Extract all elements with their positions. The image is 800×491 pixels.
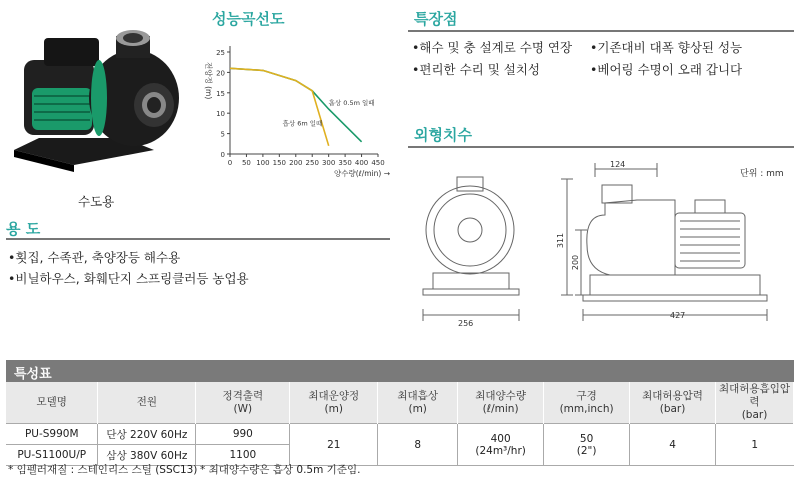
performance-chart [196,36,392,182]
feature-item-4: •베어링 수명이 오래 갑니다 [590,62,743,77]
x-tick-label: 150 [272,159,287,167]
x-tick-label: 0 [227,159,233,167]
series-line-2 [230,68,329,146]
chart-title: 성능곡선도 [212,10,285,28]
col-bore: 구경 (mm,inch) [544,382,630,424]
y-tick-label: 15 [216,89,225,98]
curve-label-1: 흡상 0.5m 일때 [328,99,375,108]
dim-200: 200 [571,254,581,271]
dimensions-title: 외형치수 [414,126,472,144]
dim-124: 124 [610,160,626,169]
col-output: 정격출력 (W) [196,382,290,424]
suction-cell: 8 [378,424,458,466]
usage-title: 용 도 [6,220,41,238]
model-cell: PU-S990M [6,424,98,445]
col-head: 최대운양정 (m) [290,382,378,424]
y-tick-label: 0 [220,151,225,159]
x-tick-label: 100 [256,159,270,167]
dimensions-unit: 단위 : mm [740,169,784,179]
head-cell: 21 [290,424,378,466]
spec-title: 특성표 [14,367,52,382]
dim-256: 256 [458,319,474,328]
features-divider [408,30,794,32]
output-cell: 1100 [196,445,290,466]
dim-311: 311 [556,232,566,249]
x-tick-label: 300 [321,159,336,167]
x-tick-label: 400 [354,159,369,167]
power-cell: 삼상 380V 60Hz [98,445,196,466]
col-suction: 최대흡상 (m) [378,382,458,424]
col-flow: 최대양수량 (ℓ/min) [458,382,544,424]
output-cell: 990 [196,424,290,445]
power-cell: 단상 220V 60Hz [98,424,196,445]
flow-cell: 400 (24m³/hr) [458,424,544,466]
pump-image [4,10,204,185]
feature-item-1: •해수 및 충 설계로 수명 연장 [412,40,573,55]
x-tick-label: 250 [305,159,319,167]
spec-table [6,382,794,466]
col-model: 모델명 [6,382,98,424]
feature-item-3: •기존대비 대폭 향상된 성능 [590,40,743,55]
y-tick-label: 20 [216,69,225,78]
x-tick-label: 200 [289,159,303,167]
inlet-pressure-cell: 1 [716,424,794,466]
col-inlet-pressure: 최대허용흡입압력 (bar) [716,382,794,424]
y-tick-label: 5 [220,130,225,139]
features-title: 특장점 [414,10,458,28]
usage-item-1: •횟집, 수족관, 축양장등 해수용 [8,250,181,265]
curve-label-2: 흡상 6m 일때 [282,119,323,128]
model-cell: PU-S1100U/P [6,445,98,466]
x-tick-label: 50 [241,159,251,167]
feature-item-2: •편리한 수리 및 설치성 [412,62,540,77]
col-power: 전원 [98,382,196,424]
usage-divider [6,238,390,240]
y-tick-label: 10 [216,110,225,119]
usage-item-2: •비닐하우스, 화훼단지 스프링클러등 농업용 [8,271,249,286]
dim-427: 427 [670,311,686,320]
pump-caption: 수도용 [78,194,115,209]
bore-cell: 50 (2") [544,424,630,466]
note-impeller: * 임펠러재질 : 스테인리스 스틸 (SSC13) [8,464,198,476]
x-axis-label: 양수량(ℓ/min) → [333,169,390,178]
spec-header-row [6,382,794,424]
table-row [6,424,794,445]
x-tick-label: 350 [338,159,352,167]
x-tick-label: 450 [371,159,385,167]
spec-title-bar [6,360,794,382]
note-flow: * 최대양수량은 흡상 0.5m 기준임. [200,464,361,476]
y-axis-label: 전양정 (m) [204,62,213,100]
dimensions-divider [408,146,794,148]
col-pressure: 최대허용압력 (bar) [630,382,716,424]
pressure-cell: 4 [630,424,716,466]
y-tick-label: 25 [216,49,225,57]
